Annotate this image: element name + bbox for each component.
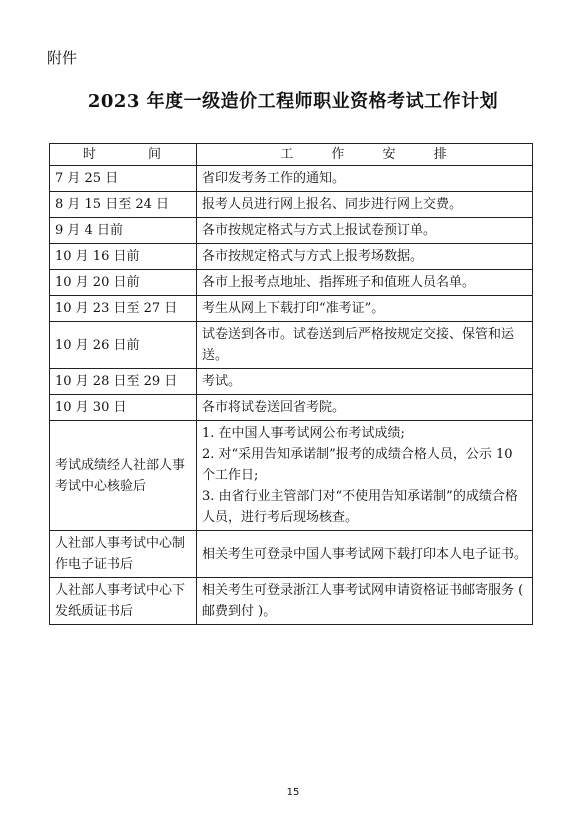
time-cell: 考试成绩经人社部人事考试中心核验后 [50,421,197,531]
page-number: 15 [286,787,300,798]
work-item: 各市上报考点地址、指挥班子和值班人员名单。 [202,275,476,290]
table-row [50,296,533,322]
table-row [50,244,533,270]
work-cell [197,421,533,531]
time-cell: 人社部人事考试中心下发纸质证书后 [50,578,197,625]
time-cell: 10 月 28 日至 29 日 [50,369,197,395]
document-title: 2023 年度一级造价工程师职业资格考试工作计划 [87,91,499,112]
work-cell [197,192,533,218]
work-cell [197,244,533,270]
table-row [50,531,533,578]
table-row [50,218,533,244]
time-cell: 10 月 20 日前 [50,270,197,296]
table-row [50,270,533,296]
work-cell [197,322,533,369]
header-time: 时 间 [50,144,197,166]
table-row [50,166,533,192]
work-cell [197,166,533,192]
table-row [50,395,533,421]
work-cell [197,270,533,296]
work-cell [197,531,533,578]
table-row [50,192,533,218]
work-item: 相关考生可登录浙江人事考试网申请资格证书邮寄服务 ( 邮费到付 )。 [202,583,524,619]
table-row [50,369,533,395]
table-row [50,578,533,625]
schedule-table [49,143,533,625]
time-cell: 10 月 16 日前 [50,244,197,270]
header-work: 工 作 安 排 [197,144,533,166]
work-cell [197,369,533,395]
time-cell: 7 月 25 日 [50,166,197,192]
table-row [50,421,533,531]
work-item: 各市按规定格式与方式上报试卷预订单。 [202,223,437,238]
work-cell [197,218,533,244]
time-cell: 8 月 15 日至 24 日 [50,192,197,218]
attachment-label: 附件 [47,49,78,67]
work-item: 省印发考务工作的通知。 [202,171,346,186]
time-cell: 人社部人事考试中心制作电子证书后 [50,531,197,578]
work-cell [197,296,533,322]
time-cell: 10 月 26 日前 [50,322,197,369]
work-item: 考生从网上下载打印“准考证”。 [202,301,385,316]
work-cell [197,578,533,625]
time-cell: 9 月 4 日前 [50,218,197,244]
table-header-row [50,144,533,166]
schedule-rows [50,166,533,625]
work-cell [197,395,533,421]
work-item: 报考人员进行网上报名、同步进行网上交费。 [202,197,463,212]
work-item: 相关考生可登录中国人事考试网下载打印本人电子证书。 [202,546,528,562]
work-item: 2. 对“采用告知承诺制”报考的成绩合格人员，公示 10 个工作日; [202,447,513,483]
work-item: 考试。 [202,374,242,389]
time-cell: 10 月 23 日至 27 日 [50,296,197,322]
work-item: 各市将试卷送回省考院。 [202,400,346,415]
work-item: 3. 由省行业主管部门对“不使用告知承诺制”的成绩合格人员，进行考后现场核查。 [202,489,518,525]
table-row [50,322,533,369]
time-cell: 10 月 30 日 [50,395,197,421]
work-item: 1. 在中国人事考试网公布考试成绩; [202,426,405,441]
work-item: 试卷送到各市。试卷送到后严格按规定交接、保管和运送。 [202,327,515,363]
work-item: 各市按规定格式与方式上报考场数据。 [202,249,424,264]
